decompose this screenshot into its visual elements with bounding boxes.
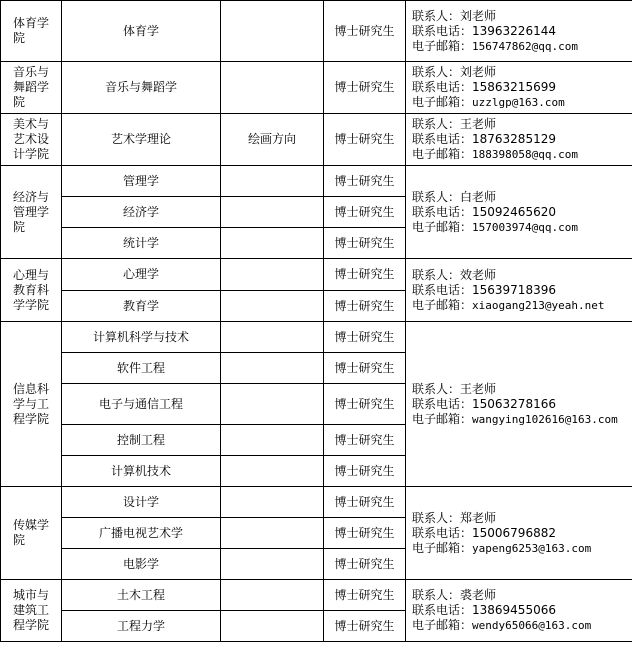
contact-person: 联系人：裘老师 — [412, 588, 497, 602]
degree-level-cell: 博士研究生 — [324, 166, 406, 197]
direction-cell — [221, 353, 324, 384]
degree-level-cell: 博士研究生 — [324, 62, 406, 114]
direction-cell — [221, 322, 324, 353]
college-name: 城市与建筑工程学院 — [1, 580, 62, 642]
college-name: 心理与教育科学学院 — [1, 259, 62, 322]
table-row — [1, 259, 632, 291]
degree-level-cell: 博士研究生 — [324, 1, 406, 62]
contact-cell — [406, 62, 632, 114]
table-row — [1, 62, 632, 114]
table-row — [1, 487, 632, 518]
contact-phone: 联系电话：18763285129 — [412, 132, 556, 146]
contact-person: 联系人：白老师 — [412, 189, 497, 204]
degree-level-cell: 博士研究生 — [324, 611, 406, 642]
contact-person: 联系人：王老师 — [412, 381, 497, 396]
email-label: 电子邮箱： — [412, 297, 473, 312]
major-cell: 音乐与舞蹈学 — [62, 62, 221, 114]
direction-cell — [221, 580, 324, 611]
contact-email-link[interactable]: wangying102616@163.com — [472, 412, 618, 426]
major-cell: 教育学 — [62, 291, 221, 322]
contact-cell — [406, 487, 632, 580]
contact-email-link[interactable]: yapeng6253@163.com — [472, 541, 592, 555]
contact-phone: 联系电话：15639718396 — [412, 282, 556, 297]
email-label: 电子邮箱： — [412, 147, 473, 161]
degree-level-cell: 博士研究生 — [324, 114, 406, 166]
college-name: 美术与艺术设计学院 — [1, 114, 62, 166]
contact-email-line — [412, 147, 632, 162]
major-cell: 管理学 — [62, 166, 221, 197]
major-cell: 心理学 — [62, 259, 221, 291]
degree-level-cell: 博士研究生 — [324, 456, 406, 487]
direction-cell — [221, 62, 324, 114]
contact-email-line — [412, 220, 632, 235]
table-row — [1, 166, 632, 197]
major-cell: 工程力学 — [62, 611, 221, 642]
contact-phone: 联系电话：15006796882 — [412, 525, 556, 540]
direction-cell — [221, 611, 324, 642]
degree-level-cell: 博士研究生 — [324, 518, 406, 549]
major-cell: 计算机技术 — [62, 456, 221, 487]
contact-cell — [406, 1, 632, 62]
major-cell: 设计学 — [62, 487, 221, 518]
degree-level-cell: 博士研究生 — [324, 425, 406, 456]
email-label: 电子邮箱： — [412, 411, 473, 426]
major-cell: 艺术学理论 — [62, 114, 221, 166]
direction-cell — [221, 384, 324, 425]
major-cell: 计算机科学与技术 — [62, 322, 221, 353]
contact-email-link[interactable]: wendy65066@163.com — [472, 619, 592, 632]
contact-cell — [406, 322, 632, 487]
contact-cell — [406, 259, 632, 322]
direction-cell — [221, 291, 324, 322]
contact-email-line — [412, 412, 632, 427]
email-label: 电子邮箱： — [412, 38, 473, 53]
direction-cell — [221, 1, 324, 62]
contact-email-link[interactable]: uzzlgp@163.com — [472, 96, 565, 109]
major-cell: 控制工程 — [62, 425, 221, 456]
contact-email-line — [412, 541, 632, 556]
direction-cell: 绘画方向 — [221, 114, 324, 166]
contact-email-line — [412, 618, 632, 633]
contact-person: 联系人：王老师 — [412, 117, 497, 131]
table-row — [1, 114, 632, 166]
contact-person: 联系人：刘老师 — [412, 8, 497, 23]
table-row — [1, 1, 632, 62]
email-label: 电子邮箱： — [412, 95, 473, 109]
contact-email-line — [412, 95, 632, 110]
contact-email-link[interactable]: xiaogang213@yeah.net — [472, 298, 605, 312]
contact-cell — [406, 114, 632, 166]
degree-level-cell: 博士研究生 — [324, 291, 406, 322]
major-cell: 统计学 — [62, 228, 221, 259]
direction-cell — [221, 549, 324, 580]
major-cell: 广播电视艺术学 — [62, 518, 221, 549]
major-cell: 电影学 — [62, 549, 221, 580]
college-name: 体育学院 — [1, 1, 62, 62]
degree-level-cell: 博士研究生 — [324, 384, 406, 425]
contact-phone: 联系电话：13869455066 — [412, 603, 556, 617]
direction-cell — [221, 197, 324, 228]
college-name: 音乐与舞蹈学院 — [1, 62, 62, 114]
major-cell: 经济学 — [62, 197, 221, 228]
direction-cell — [221, 518, 324, 549]
email-label: 电子邮箱： — [412, 219, 473, 234]
degree-level-cell: 博士研究生 — [324, 487, 406, 518]
contact-person: 联系人：刘老师 — [412, 65, 497, 79]
college-name: 经济与管理学院 — [1, 166, 62, 259]
contact-email-link[interactable]: 156747862@qq.com — [472, 39, 578, 53]
direction-cell — [221, 259, 324, 291]
direction-cell — [221, 166, 324, 197]
college-name: 信息科学与工程学院 — [1, 322, 62, 487]
email-label: 电子邮箱： — [412, 618, 473, 632]
major-cell: 土木工程 — [62, 580, 221, 611]
major-cell: 电子与通信工程 — [62, 384, 221, 425]
contact-phone: 联系电话：15063278166 — [412, 396, 556, 411]
contact-person: 联系人：郑老师 — [412, 510, 497, 525]
direction-cell — [221, 456, 324, 487]
contact-phone: 联系电话：15863215699 — [412, 80, 556, 94]
major-cell: 体育学 — [62, 1, 221, 62]
email-label: 电子邮箱： — [412, 540, 473, 555]
major-cell: 软件工程 — [62, 353, 221, 384]
contact-email-link[interactable]: 188398058@qq.com — [472, 148, 578, 161]
table-row — [1, 580, 632, 611]
contact-email-link[interactable]: 157003974@qq.com — [472, 220, 578, 234]
degree-level-cell: 博士研究生 — [324, 353, 406, 384]
contact-email-line — [412, 39, 632, 54]
contact-cell — [406, 580, 632, 642]
table-row — [1, 322, 632, 353]
direction-cell — [221, 487, 324, 518]
degree-level-cell: 博士研究生 — [324, 549, 406, 580]
contact-phone: 联系电话：13963226144 — [412, 23, 556, 38]
degree-level-cell: 博士研究生 — [324, 580, 406, 611]
degree-level-cell: 博士研究生 — [324, 322, 406, 353]
degree-level-cell: 博士研究生 — [324, 197, 406, 228]
degree-level-cell: 博士研究生 — [324, 259, 406, 291]
contact-cell — [406, 166, 632, 259]
contact-person: 联系人：效老师 — [412, 267, 497, 282]
contact-phone: 联系电话：15092465620 — [412, 204, 556, 219]
direction-cell — [221, 228, 324, 259]
degree-level-cell: 博士研究生 — [324, 228, 406, 259]
contact-email-line — [412, 298, 632, 313]
college-name: 传媒学院 — [1, 487, 62, 580]
direction-cell — [221, 425, 324, 456]
